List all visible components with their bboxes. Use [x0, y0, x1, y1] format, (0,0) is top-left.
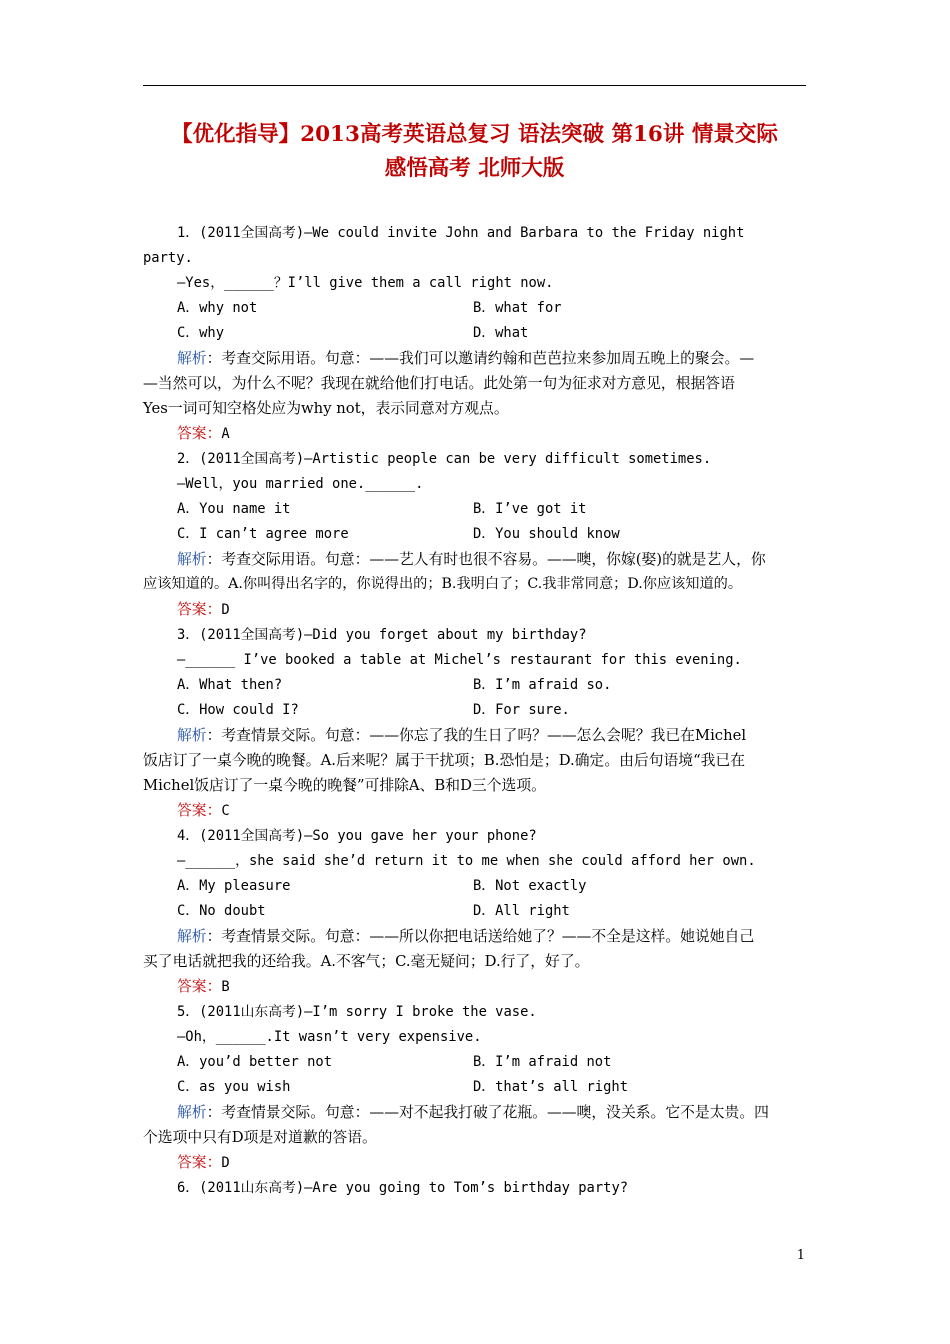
- answer-label: 答案：: [177, 601, 222, 618]
- q1-explanation: 解析：考查交际用语。句意：——我们可以邀请约翰和芭芭拉来参加周五晚上的聚会。—: [177, 350, 755, 367]
- q3-option-d: D．For sure.: [473, 702, 570, 718]
- q2-option-a: A．You name it: [177, 501, 291, 517]
- q2-option-b: B．I’ve got it: [473, 501, 587, 517]
- page-number: 1: [796, 1248, 805, 1263]
- q3-option-b: B．I’m afraid so.: [473, 677, 612, 693]
- answer-label: 答案：: [177, 425, 222, 442]
- q1-stem: 1．(2011全国高考)—We could invite John and Barbara to the Friday night: [177, 225, 745, 241]
- q3-option-c: C．How could I?: [177, 702, 299, 718]
- q5-dialog: —Oh，______.It wasn’t very expensive.: [177, 1029, 482, 1045]
- q4-option-b: B．Not exactly: [473, 878, 587, 894]
- q2-stem: 2．(2011全国高考)—Artistic people can be very difficult sometimes.: [177, 451, 712, 467]
- q5-option-d: D．that’s all right: [473, 1079, 629, 1095]
- q2-dialog: —Well，you married one.______.: [177, 476, 424, 492]
- q1-explanation-cont: —当然可以，为什么不呢？我现在就给他们打电话。此处第一句为征求对方意见，根据答语: [143, 375, 735, 392]
- q4-answer: 答案：B: [177, 978, 230, 995]
- answer-label: 答案：: [177, 978, 222, 995]
- q5-explanation: 解析：考查情景交际。句意：——对不起我打破了花瓶。——噢，没关系。它不是太贵。四: [177, 1104, 769, 1121]
- q4-option-a: A．My pleasure: [177, 878, 291, 894]
- q4-option-c: C．No doubt: [177, 903, 266, 919]
- q1-option-c: C．why: [177, 325, 225, 341]
- q1-dialog: —Yes，______？I’ll give them a call right now.: [177, 275, 554, 291]
- explanation-label: 解析: [177, 1104, 207, 1121]
- q5-answer: 答案：D: [177, 1154, 230, 1171]
- answer-label: 答案：: [177, 1154, 222, 1171]
- q5-option-a: A．you’d better not: [177, 1054, 333, 1070]
- q4-explanation: 解析：考查情景交际。句意：——所以你把电话送给她了？——不全是这样。她说她自己: [177, 928, 755, 945]
- q1-option-b: B．what for: [473, 300, 562, 316]
- page-subtitle: 感悟高考 北师大版: [384, 156, 565, 181]
- q3-explanation: 解析：考查情景交际。句意：——你忘了我的生日了吗？——怎么会呢？我已在Michel: [177, 727, 747, 744]
- q2-explanation: 解析：考查交际用语。句意：——艺人有时也很不容易。——噢，你嫁(娶)的就是艺人，你: [177, 551, 766, 568]
- q1-answer: 答案：A: [177, 425, 230, 442]
- q6-stem: 6．(2011山东高考)—Are you going to Tom’s birthday party?: [177, 1180, 629, 1196]
- q5-stem: 5．(2011山东高考)—I’m sorry I broke the vase.: [177, 1004, 537, 1020]
- q1-stem-cont: party.: [143, 250, 193, 266]
- q5-option-b: B．I’m afraid not: [473, 1054, 612, 1070]
- q5-explanation-cont: 个选项中只有D项是对道歉的答语。: [143, 1129, 377, 1146]
- q4-explanation-cont: 买了电话就把我的还给我。A.不客气；C.毫无疑问；D.行了，好了。: [143, 953, 590, 970]
- q2-option-c: C．I can’t agree more: [177, 526, 349, 542]
- q3-option-a: A．What then?: [177, 677, 283, 693]
- q3-dialog: —______ I’ve booked a table at Michel’s restaurant for this evening.: [177, 652, 742, 668]
- q1-explanation-cont2: Yes一词可知空格处应为why not，表示同意对方观点。: [143, 400, 509, 417]
- header-rule: [143, 85, 806, 86]
- q1-option-d: D．what: [473, 325, 529, 341]
- q2-option-d: D．You should know: [473, 526, 620, 542]
- q2-explanation-cont: 应该知道的。A.你叫得出名字的，你说得出的；B.我明白了；C.我非常同意；D.你应该知道的。: [143, 576, 743, 592]
- q2-answer: 答案：D: [177, 601, 230, 618]
- explanation-label: 解析: [177, 551, 207, 568]
- explanation-label: 解析: [177, 350, 207, 367]
- q4-dialog: —______，she said she’d return it to me when she could afford her own.: [177, 853, 756, 869]
- q3-answer: 答案：C: [177, 802, 230, 819]
- explanation-label: 解析: [177, 727, 207, 744]
- answer-label: 答案：: [177, 802, 222, 819]
- q3-explanation-cont2: Michel饭店订了一桌今晚的晚餐”可排除A、B和D三个选项。: [143, 777, 546, 794]
- q3-explanation-cont: 饭店订了一桌今晚的晚餐。A.后来呢？属于干扰项；B.恐怕是；D.确定。由后句语境“我已在: [143, 752, 746, 769]
- q4-stem: 4．(2011全国高考)—So you gave her your phone?: [177, 828, 537, 844]
- explanation-label: 解析: [177, 928, 207, 945]
- q4-option-d: D．All right: [473, 903, 570, 919]
- page-title: 【优化指导】2013高考英语总复习 语法突破 第16讲 情景交际: [171, 122, 778, 147]
- q5-option-c: C．as you wish: [177, 1079, 291, 1095]
- q1-option-a: A．why not: [177, 300, 258, 316]
- q3-stem: 3．(2011全国高考)—Did you forget about my birthday?: [177, 627, 587, 643]
